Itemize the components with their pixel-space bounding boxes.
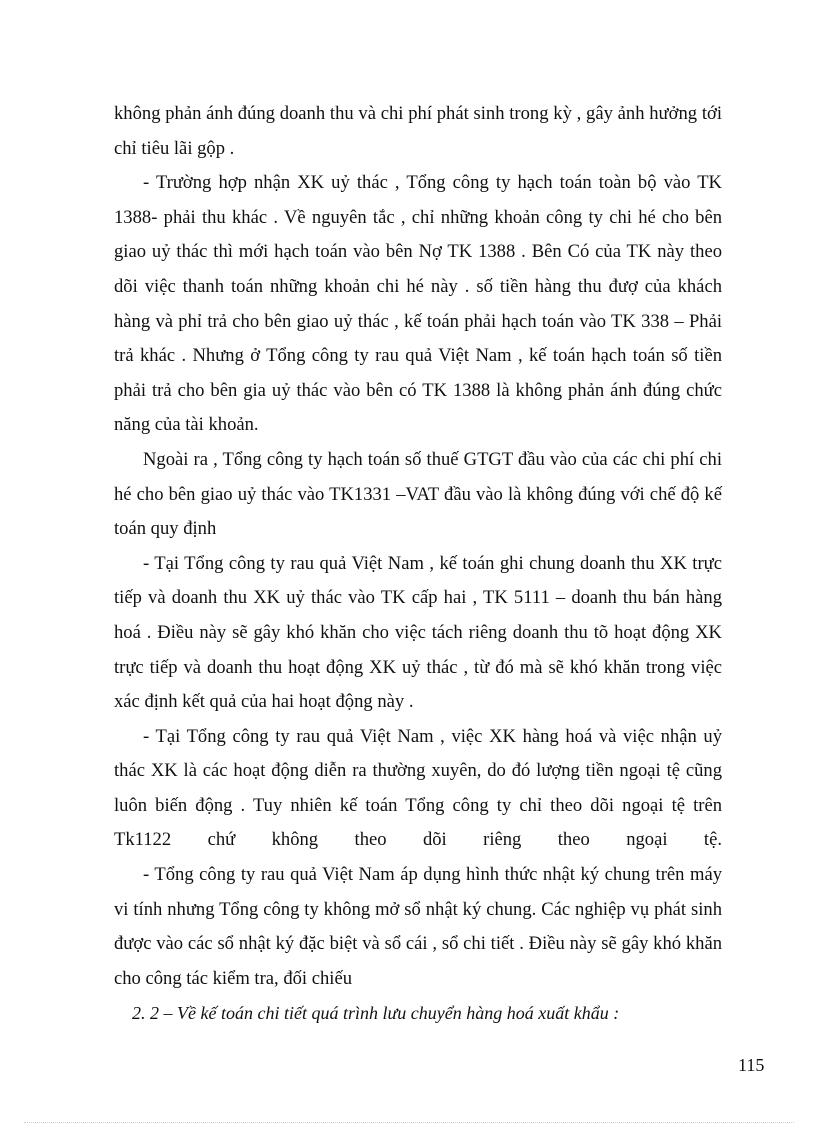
paragraph-general-journal: - Tổng công ty rau quả Việt Nam áp dụng hình thức nhật ký chung trên máy vi tính nhưng Tổng công ty không mở sổ nhật ký chung. Các nghiệp vụ phát sinh được vào các sổ nhật ký đặc biệt và sổ cái , sổ chi tiết . Điều này sẽ gây khó khăn cho công tác kiểm tra, đối chiếu (114, 864, 722, 989)
body-text (114, 97, 722, 1031)
paragraph-revenue-recording: - Tại Tổng công ty rau quả Việt Nam , kế toán ghi chung doanh thu XK trực tiếp và doanh thu XK uỷ thác vào TK cấp hai , TK 5111 – doanh thu bán hàng hoá . Điều này sẽ gây khó khăn cho việc tách riêng doanh thu tõ hoạt động XK trực tiếp và doanh thu hoạt động XK uỷ thác , từ đó mà sẽ khó khăn trong việc xác định kết quả của hai hoạt động này . (114, 552, 722, 713)
paragraph-vat-input: Ngoài ra , Tổng công ty hạch toán số thuế GTGT đầu vào của các chi phí chi hé cho bên giao uỷ thác vào TK1331 –VAT đầu vào là không đúng với chế độ kế toán quy định (114, 448, 722, 540)
section-heading: 2. 2 – Về kế toán chi tiết quá trình lưu chuyển hàng hoá xuất khẩu : (132, 1003, 620, 1024)
paragraph-export-entrustment: - Trường hợp nhận XK uỷ thác , Tổng công ty hạch toán toàn bộ vào TK 1388- phải thu khác . Về nguyên tắc , chỉ những khoản công ty chi hé cho bên giao uỷ thác thì mới hạch toán vào bên Nợ TK 1388 . Bên Có của TK này theo dõi việc thanh toán những khoản chi hé này . số tiền hàng thu đượ của khách hàng và phỉ trả cho bên giao uỷ thác , kế toán phải hạch toán vào TK 338 – Phải trả khác . Nhưng ở Tổng công ty rau quả Việt Nam , kế toán hạch toán số tiền phải trả cho bên gia uỷ thác vào bên có TK 1388 là không phản ánh đúng chức năng của tài khoản. (114, 172, 722, 436)
paragraph-foreign-currency: - Tại Tổng công ty rau quả Việt Nam , việc XK hàng hoá và việc nhận uỷ thác XK là các hoạt động diễn ra thường xuyên, do đó lượng tiền ngoại tệ cũng luôn biến động . Tuy nhiên kế toán Tổng công ty chỉ theo dõi ngoại tệ trên Tk1122 chứ không theo dõi riêng theo ngoại tệ. (114, 725, 722, 851)
page-number: 115 (738, 1055, 765, 1075)
paragraph-continuation: không phản ánh đúng doanh thu và chi phí phát sinh trong kỳ , gây ảnh hưởng tới chỉ tiêu lãi gộp . (114, 103, 722, 159)
